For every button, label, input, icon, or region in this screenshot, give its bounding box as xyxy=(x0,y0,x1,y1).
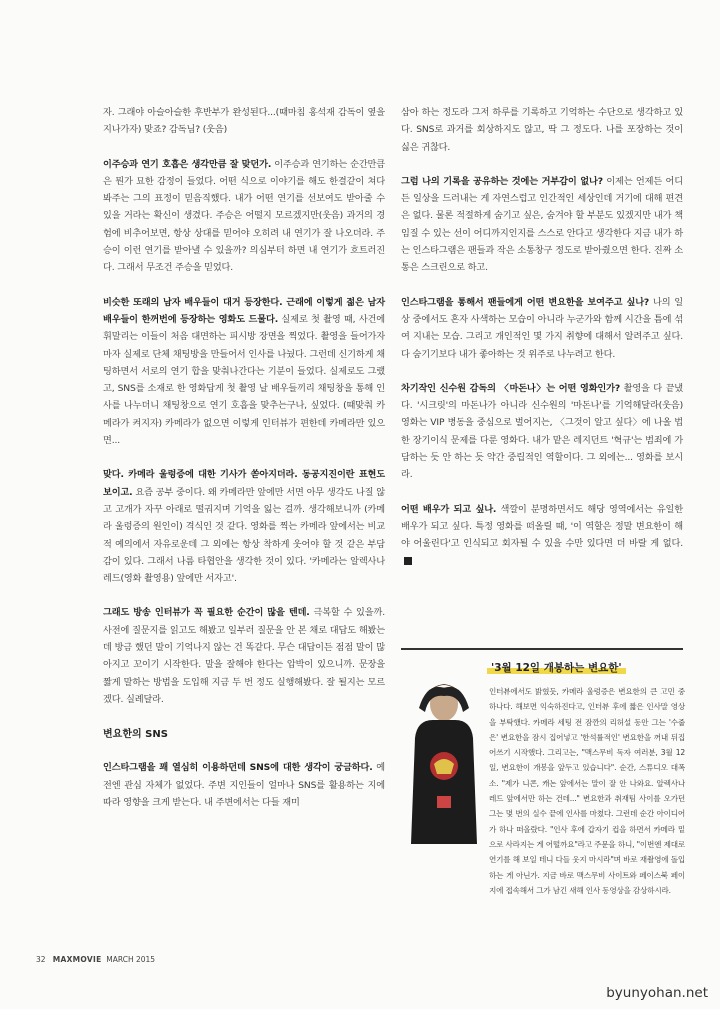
answer-text: 예전엔 관심 자체가 없었다. 주변 지인들이 얼마나 SNS를 활용하는 지에 따라 영향을 크게 받는다. 내 주변에서는 다들 재미 xyxy=(103,762,386,808)
answer-text: 이주승과 연기하는 순간만큼은 뭔가 묘한 감정이 들었다. 어떤 식으로 이야기를 해도 한결같이 쳐다봐주는 그의 표정이 믿음직했다. 내가 어떤 연기를 선보여도 받아줄 수 있을 거라는 확신이 생겼다. 주승은 어떨지 모르겠지만(웃음) 과거의 경험에 비추어보면, 항상 상대를 믿어야 오히려 내 연기가 잘 나오더라. 주승이 이런 연기를 받아낼 수 있을까? 의심부터 하면 내 연기가 흐트러진다. 그래서 무조건 주승을 믿었다. xyxy=(103,158,385,274)
right-article-column xyxy=(401,104,683,570)
question-lead: 맞다. 카메라 울렁증에 대한 기사가 쏟아지더라. 동공지진이란 표현도 보이고. xyxy=(103,469,385,498)
issue-date: MARCH 2015 xyxy=(106,955,156,964)
answer-text: 이제는 언제든 어디든 일상을 드러내는 게 자연스럽고 인간적인 세상인데 거기에 대해 편견은 없다. 물론 적절하게 숨기고 싶은, 숨겨야 할 부분도 있겠지만 내가 책임질 수 있는 선이 어디까지인지를 스스로 안다고 생각한다 지금 내가 하는 인스타그램은 팬들과 작은 소통창구 정도로 받아줬으면 한다. 진짜 소통은 스크린으로 하고. xyxy=(401,175,683,274)
answer-text: 극복할 수 있을까. 사전에 질문지를 읽고도 해봤고 일부러 질문을 안 본 채로 대답도 해봤는데 방금 했던 말이 기억나지 않는 건 똑같다. 무슨 대답이든 점점 말이 많아지고 꼬이기 시작한다. 말을 잘해야 한다는 압박이 있으니까. 문장을 짧게 말하는 방법을 도입해 지금 두 번 정도 실행해봤다. 잘 될지는 모르겠다. 실례달라. xyxy=(103,607,385,705)
answer-text: 실제로 첫 촬영 때, 사건에 휘말리는 이들이 처음 대면하는 피시방 장면을 찍었다. 촬영을 들어가자마자 실제로 단체 채팅방을 만들어서 인사를 나눴다. 그런데 신기하게 채팅하면서 서로의 연기 합을 맞춰나간다는 기분이 들었다. 실제로도 그랬고, SNS를 소재로 한 영화답게 첫 촬영 날 배우들끼리 채팅창을 통해 인사를 나누더니 채팅창으로 연기 호흡을 맞추는구나, 싶었다. (때맞춰 카메라가 켜지자) 카메라가 없으면 이렇게 인터뷰가 편한데 카메라만 있으면... xyxy=(103,313,385,447)
article-paragraph xyxy=(401,380,683,484)
watermark: byunyohan.net xyxy=(606,985,708,1001)
article-paragraph xyxy=(401,294,683,363)
section-heading: 변요한의 SNS xyxy=(103,729,168,741)
page-number: 32 xyxy=(36,955,46,964)
actor-photo xyxy=(407,668,481,846)
question-lead: 인스타그램을 꽤 열심히 이용하던데 SNS에 대한 생각이 궁금하다. xyxy=(103,762,373,774)
answer-text: 자. 그래야 아슬아슬한 후반부가 완성된다...(때마침 홍석재 감독이 옆을 지나가자) 맞죠? 감독님? (웃음) xyxy=(103,107,385,136)
article-paragraph xyxy=(103,104,385,139)
article-paragraph xyxy=(103,604,385,708)
answer-text: 요즘 공부 중이다. 왜 카메라만 앞에만 서면 아무 생각도 나질 않고 고개가 자꾸 아래로 떨궈지며 기억을 잃는 걸까. 생각해보니까 (카메라 울렁증의 원인이) 격식인 것 같다. 영화를 찍는 카메라 앞에서는 비교적 예의에서 자유로운데 그 외에는 항상 착하게 웃어야 할 것 같은 부담감이 있다. 그래서 나름 타협안을 생각한 것이 있다. '카메라는 알렉사나 레드(영화 촬영용) 앞에만 서자고'. xyxy=(103,486,385,585)
question-lead: 그래도 방송 인터뷰가 꼭 필요한 순간이 많을 텐데. xyxy=(103,607,310,619)
article-paragraph xyxy=(401,104,683,156)
question-lead: 차기작인 신수원 감독의 〈마돈나〉는 어떤 영화인가? xyxy=(401,382,621,394)
question-lead: 이주승과 연기 호흡은 생각만큼 잘 맞던가. xyxy=(103,158,272,170)
answer-text: 색깔이 분명하면서도 해당 영역에서는 유일한 배우가 되고 싶다. 특정 영화를 떠올릴 때, '이 역할은 정말 변요한이 해야 어울린다'고 인식되고 회자될 수 있을 수만 있다면 더 바랄 게 없다. xyxy=(401,503,684,550)
article-paragraph xyxy=(103,466,385,587)
sidebar-body: 인터뷰에서도 밝혔듯, 카메라 울렁증은 변요한의 큰 고민 중 하나다. 해보면 익숙하진다고, 인터뷰 후에 짧은 인사말 영상을 부탁했다. 카메라 세팅 전 잠깐의 리허설 동안 그는 '수줍은' 변요한을 잠시 집어넣고 '한석률적인' 변요한을 꺼내 뒤집어쓰기 시작했다. 그리고는, "맥스무비 독자 여러분, 3월 12일, 변요한이 개봉을 앞두고 있습니다". 순간, 스튜디오 대폭소. "제가 니콘, 캐논 앞에서는 말이 잘 안 나와요. 알렉사나 레드 앞에서만 하는 건데..." 변요한과 취재팀 사이를 오가던 그는 몇 번의 실수 끝에 인사를 마쳤다. 그런데 순간 아이디어가 하나 떠올랐다. "인사 후에 갑자기 컵을 하면서 카메라 밑으로 사라지는 게 어떨까요"라고 주문을 하니, "이번엔 제대로 연기를 해 보일 테니 다들 웃지 마시라"며 바로 재촬영에 돌입하는 게 아닌가. 지금 바로 맥스무비 사이트와 페이스북 페이지에 접속해서 그가 남긴 새해 인사 동영상을 감상하시라. xyxy=(489,687,685,895)
article-paragraph xyxy=(401,501,683,570)
sidebar-box xyxy=(401,648,685,895)
article-paragraph xyxy=(401,173,683,277)
article-paragraph xyxy=(103,294,385,450)
question-lead: 그럼 나의 기록을 공유하는 것에는 거부감이 없나? xyxy=(401,175,603,187)
sidebar-title: '3월 12일 개봉하는 변요한' xyxy=(487,660,626,675)
answer-text: 나의 일상 중에서도 혼자 사색하는 모습이 아니라 누군가와 함께 시간을 틈에 섞여 지내는 모습. 그리고 개인적인 몇 가지 취향에 대해서 알려주고 싶다. 다 숨기기보다 내가 좋아하는 것 위주로 나누려고 한다. xyxy=(401,296,683,360)
answer-text: 촬영을 다 끝냈다. '시크릿'의 마돈나가 아니라 신수원의 '마돈나'를 기억해달라(웃음) 영화는 VIP 병동을 중심으로 벌어지는, 〈그것이 알고 싶다〉에 나올 법한 장기이식 문제를 다룬 영화다. 내가 맡은 레지던트 '혁규'는 범죄에 가담하는 듯 안 하는 듯 약간 중립적인 역할이다. 그 외에는... 영화를 보시라. xyxy=(401,382,683,481)
left-article-column xyxy=(103,104,385,811)
article-paragraph xyxy=(103,759,385,811)
question-lead: 비슷한 또래의 남자 배우들이 대거 등장한다. 근래에 이렇게 젊은 남자 배우들이 한꺼번에 등장하는 영화도 드물다. xyxy=(103,296,385,325)
magazine-brand: MAXMOVIE xyxy=(52,955,102,964)
end-mark-icon xyxy=(404,557,412,565)
answer-text: 삼아 하는 정도라 그저 하루를 기록하고 기억하는 수단으로 생각하고 있다. SNS로 과거를 회상하지도 않고, 딱 그 정도다. 나를 포장하는 것이 싫은 귀찮다. xyxy=(401,107,683,153)
article-paragraph xyxy=(103,156,385,277)
question-lead: 어떤 배우가 되고 싶나. xyxy=(401,503,497,515)
question-lead: 인스타그램을 통해서 팬들에게 어떤 변요한을 보여주고 싶나? xyxy=(401,296,650,308)
page-footer xyxy=(36,955,155,964)
